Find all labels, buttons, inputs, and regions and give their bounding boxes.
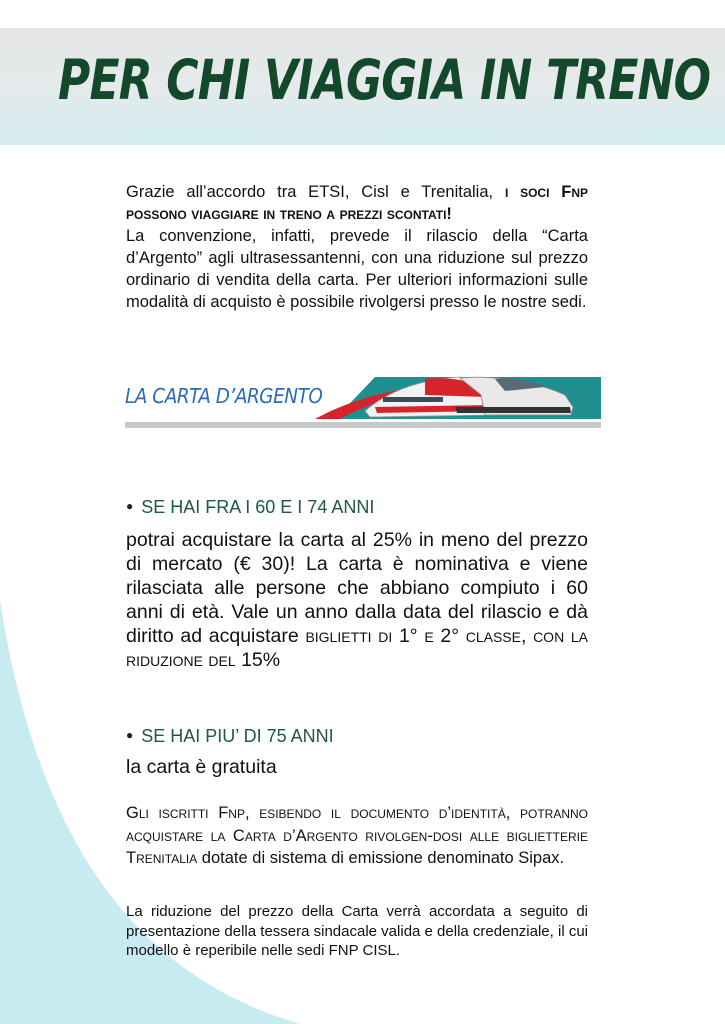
bullet-icon: ● (126, 728, 134, 742)
pickup-rest: dotate di sistema di emissione denominato Sipax. (197, 849, 565, 867)
banner-underline (125, 422, 601, 428)
age-75-text: la carta è gratuita (126, 756, 277, 778)
age-60-74-sc1: biglietti di (305, 625, 393, 647)
banner-title: LA CARTA D’ARGENTO (125, 384, 323, 408)
intro-paragraph (126, 181, 588, 313)
page-title: PER CHI VIAGGIA IN TRENO (58, 48, 711, 112)
age-60-74-class2: 2° (433, 625, 466, 647)
heading-age-75-text: SE HAI PIU’ DI 75 ANNI (141, 726, 334, 746)
age-60-74-sc2: e (424, 625, 434, 647)
intro-exclaim: ! (446, 205, 452, 223)
bullet-icon: ● (126, 499, 134, 513)
age-60-74-sc3: classe, con la riduzione del (126, 625, 588, 671)
intro-rest: La convenzione, infatti, prevede il rilascio della “Carta d’Argento” agli ultrasessantenni, con una riduzione sul prezzo ordinario di vendita della carta. Per ulteriori informazioni sulle modalità di acquisto è possibile rivolgersi presso le nostre sedi. (126, 227, 588, 311)
heading-age-60-74 (126, 497, 374, 518)
heading-age-60-74-text: SE HAI FRA I 60 E I 74 ANNI (141, 497, 375, 517)
intro-lead: Grazie all’accordo tra ETSI, Cisl e Trenitalia, (126, 183, 505, 201)
age-60-74-class1: 1° (392, 625, 425, 647)
age-60-74-lead: potrai acquistare la carta al 25% in meno del prezzo di mercato (€ 30)! La carta è nominativa e viene rilasciata alle persone che abbiano compiuto i 60 anni di età. Vale un anno dalla data del rilascio e dà diritto ad acquistare (126, 529, 588, 647)
pickup-paragraph (126, 802, 588, 870)
heading-age-75 (126, 726, 334, 747)
pickup-small-caps: Gli iscritti Fnp, esibendo il documento d’identità, potranno acquistare la Carta d’Argento rivolgen-dosi alle biglietterie Trenitalia (126, 804, 588, 867)
carta-argento-banner (125, 375, 601, 429)
intro-emphasis: i soci Fnp possono viaggiare in treno a prezzi scontati (126, 183, 588, 223)
note-paragraph: La riduzione del prezzo della Carta verrà accordata a seguito di presentazione della tessera sindacale valida e della credenziale, il cui modello è reperibile nelle sedi FNP CISL. (126, 903, 588, 959)
age-60-74-percent: 15% (235, 649, 281, 671)
age-60-74-paragraph (126, 528, 588, 672)
